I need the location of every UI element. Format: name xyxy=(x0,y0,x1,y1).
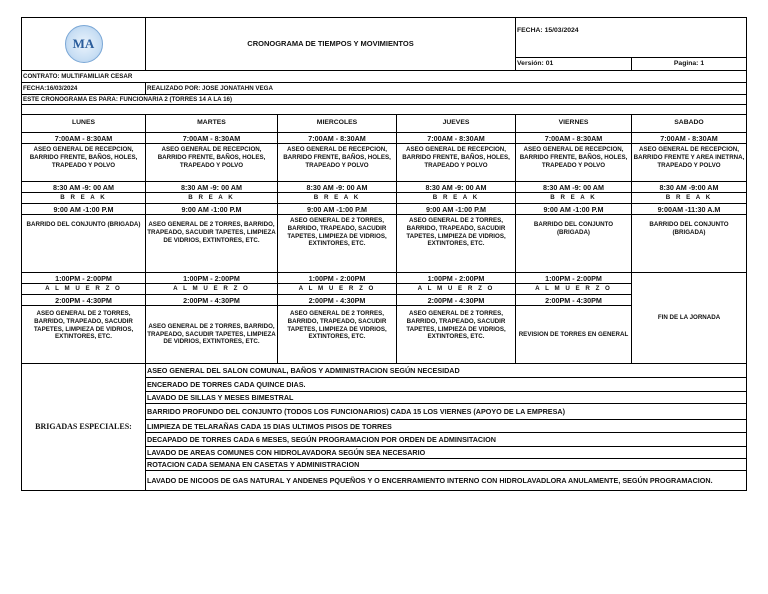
time-slot: 1:00PM - 2:00PM xyxy=(22,273,146,284)
task-cell: ASEO GENERAL DE RECEPCION, BARRIDO FRENTE, BAÑOS, HOLES, TRAPEADO Y POLVO xyxy=(146,144,278,182)
time-slot: 9:00 AM -1:00 P.M xyxy=(146,204,278,215)
logo-cell xyxy=(22,18,146,71)
company-logo xyxy=(65,25,103,63)
time-slot: 8:30 AM -9:00 AM xyxy=(632,182,747,193)
day-header: JUEVES xyxy=(397,115,516,133)
time-slot: 2:00PM - 4:30PM xyxy=(146,295,278,306)
spacer-row xyxy=(22,105,747,115)
schedule-table xyxy=(21,17,747,491)
time-slot: 2:00PM - 4:30PM xyxy=(22,295,146,306)
task-cell: ASEO GENERAL DE RECEPCION, BARRIDO FRENTE, BAÑOS, HOLES, TRAPEADO Y POLVO xyxy=(278,144,397,182)
realizado-por: REALIZADO POR: JOSE JONATAHN VEGA xyxy=(146,83,747,95)
time-slot: 1:00PM - 2:00PM xyxy=(278,273,397,284)
break-label: B R E A K xyxy=(397,193,516,204)
lunch-label: A L M U E R Z O xyxy=(397,284,516,295)
break-label: B R E A K xyxy=(516,193,632,204)
task-cell: ASEO GENERAL DE 2 TORRES, BARRIDO, TRAPEADO, SACUDIR TAPETES, LIMPIEZA DE VIDRIOS, EXTINTORES, ETC. xyxy=(146,215,278,273)
day-header: MIERCOLES xyxy=(278,115,397,133)
time-slot: 7:00AM - 8:30AM xyxy=(516,133,632,144)
time-slot: 7:00AM - 8:30AM xyxy=(278,133,397,144)
fecha: FECHA:16/03/2024 xyxy=(22,83,146,95)
brigada-item: BARRIDO PROFUNDO DEL CONJUNTO (TODOS LOS FUNCIONARIOS) CADA 15 LOS VIERNES (APOYO DE LA EMPRESA) xyxy=(146,404,747,420)
break-label: B R E A K xyxy=(22,193,146,204)
time-slot: 9:00 AM -1:00 P.M xyxy=(516,204,632,215)
task-cell: ASEO GENERAL DE 2 TORRES, BARRIDO, TRAPEADO, SACUDIR TAPETES, LIMPIEZA DE VIDRIOS, EXTINTORES, ETC. xyxy=(278,215,397,273)
brigada-item: DECAPADO DE TORRES CADA 6 MESES, SEGÚN PROGRAMACION POR ORDEN DE ADMINSITACION xyxy=(146,433,747,447)
time-slot: 8:30 AM -9: 00 AM xyxy=(146,182,278,193)
lunch-label: A L M U E R Z O xyxy=(146,284,278,295)
time-slot: 1:00PM - 2:00PM xyxy=(397,273,516,284)
brigada-item: ROTACION CADA SEMANA EN CASETAS Y ADMINISTRACION xyxy=(146,459,747,471)
day-header: SABADO xyxy=(632,115,747,133)
task-cell: BARRIDO DEL CONJUNTO (BRIGADA) xyxy=(516,215,632,273)
time-slot: 9:00 AM -1:00 P.M xyxy=(278,204,397,215)
time-slot: 8:30 AM -9: 00 AM xyxy=(22,182,146,193)
time-slot: 7:00AM - 8:30AM xyxy=(397,133,516,144)
lunch-label: A L M U E R Z O xyxy=(278,284,397,295)
time-slot: 8:30 AM -9: 00 AM xyxy=(278,182,397,193)
brigada-item: LAVADO DE NICOOS DE GAS NATURAL Y ANDENES PQUEÑOS Y O ENCERRAMIENTO INTERNO CON HIDROLAVADLORA ANULAMENTE, SEGÚN PROGRAMACION. xyxy=(146,471,747,491)
lunch-label: A L M U E R Z O xyxy=(516,284,632,295)
time-slot: 2:00PM - 4:30PM xyxy=(516,295,632,306)
time-slot: 1:00PM - 2:00PM xyxy=(146,273,278,284)
brigada-item: LAVADO DE AREAS COMUNES CON HIDROLAVADORA SEGÚN SEA NECESARIO xyxy=(146,447,747,459)
task-cell: ASEO GENERAL DE 2 TORRES, BARRIDO, TRAPEADO, SACUDIR TAPETES, LIMPIEZA DE VIDRIOS, EXTINTORES, ETC. xyxy=(278,306,397,364)
task-cell: ASEO GENERAL DE RECEPCION, BARRIDO FRENTE, BAÑOS, HOLES, TRAPEADO Y POLVO xyxy=(397,144,516,182)
task-cell: ASEO GENERAL DE 2 TORRES, BARRIDO, TRAPEADO, SACUDIR TAPETES, LIMPIEZA DE VIDRIOS, EXTINTORES, ETC. xyxy=(397,215,516,273)
brigada-item: LAVADO DE SILLAS Y MESES BIMESTRAL xyxy=(146,392,747,404)
fecha-header: FECHA: 15/03/2024 xyxy=(516,18,747,58)
day-header: VIERNES xyxy=(516,115,632,133)
fin-jornada: FIN DE LA JORNADA xyxy=(632,273,747,364)
time-slot: 9:00 AM -1:00 P.M xyxy=(397,204,516,215)
task-cell: ASEO GENERAL DE RECEPCION, BARRIDO FRENTE, BAÑOS, HOLES, TRAPEADO Y POLVO xyxy=(516,144,632,182)
page-number: Pagina: 1 xyxy=(632,58,747,71)
task-cell: BARRIDO DEL CONJUNTO (BRIGADA) xyxy=(632,215,747,273)
version: Versión: 01 xyxy=(516,58,632,71)
time-slot: 9:00 AM -1:00 P.M xyxy=(22,204,146,215)
task-cell: ASEO GENERAL DE 2 TORRES, BARRIDO, TRAPEADO, SACUDIR TAPETES, LIMPIEZA DE VIDRIOS, EXTINTORES, ETC. xyxy=(146,306,278,364)
day-header: LUNES xyxy=(22,115,146,133)
brigada-item: ENCERADO DE TORRES CADA QUINCE DIAS. xyxy=(146,378,747,392)
task-cell: ASEO GENERAL DE RECEPCION, BARRIDO FRENTE, BAÑOS, HOLES, TRAPEADO Y POLVO xyxy=(22,144,146,182)
task-cell: REVISION DE TORRES EN GENERAL xyxy=(516,306,632,364)
break-label: B R E A K xyxy=(278,193,397,204)
task-cell: ASEO GENERAL DE RECEPCION, BARRIDO FRENTE Y AREA INETRNA, TRAPEADO Y POLVO xyxy=(632,144,747,182)
time-slot: 7:00AM - 8:30AM xyxy=(22,133,146,144)
document-title: CRONOGRAMA DE TIEMPOS Y MOVIMIENTOS xyxy=(146,18,516,71)
task-cell: ASEO GENERAL DE 2 TORRES, BARRIDO, TRAPEADO, SACUDIR TAPETES, LIMPIEZA DE VIDRIOS, EXTINTORES, ETC. xyxy=(397,306,516,364)
time-slot: 8:30 AM -9: 00 AM xyxy=(397,182,516,193)
cronograma-para: ESTE CRONOGRAMA ES PARA: FUNCIONARIA 2 (TORRES 14 A LA 16) xyxy=(22,95,747,105)
time-slot: 1:00PM - 2:00PM xyxy=(516,273,632,284)
lunch-label: A L M U E R Z O xyxy=(22,284,146,295)
time-slot: 7:00AM - 8:30AM xyxy=(632,133,747,144)
logo-text: MA xyxy=(72,35,95,51)
task-cell: ASEO GENERAL DE 2 TORRES, BARRIDO, TRAPEADO, SACUDIR TAPETES, LIMPIEZA DE VIDRIOS, EXTINTORES, ETC. xyxy=(22,306,146,364)
time-slot: 2:00PM - 4:30PM xyxy=(397,295,516,306)
break-label: B R E A K xyxy=(632,193,747,204)
time-slot: 7:00AM - 8:30AM xyxy=(146,133,278,144)
day-header: MARTES xyxy=(146,115,278,133)
time-slot: 8:30 AM -9: 00 AM xyxy=(516,182,632,193)
brigada-item: ASEO GENERAL DEL SALON COMUNAL, BAÑOS Y ADMINISTRACION SEGÚN NECESIDAD xyxy=(146,364,747,378)
time-slot: 2:00PM - 4:30PM xyxy=(278,295,397,306)
contrato: CONTRATO: MULTIFAMILIAR CESAR xyxy=(22,71,747,83)
brigada-item: LIMPIEZA DE TELARAÑAS CADA 15 DIAS ULTIMOS PISOS DE TORRES xyxy=(146,420,747,433)
time-slot: 9:00AM -11:30 A.M xyxy=(632,204,747,215)
break-label: B R E A K xyxy=(146,193,278,204)
brigadas-label: BRIGADAS ESPECIALES: xyxy=(22,364,146,491)
task-cell: BARRIDO DEL CONJUNTO (BRIGADA) xyxy=(22,215,146,273)
